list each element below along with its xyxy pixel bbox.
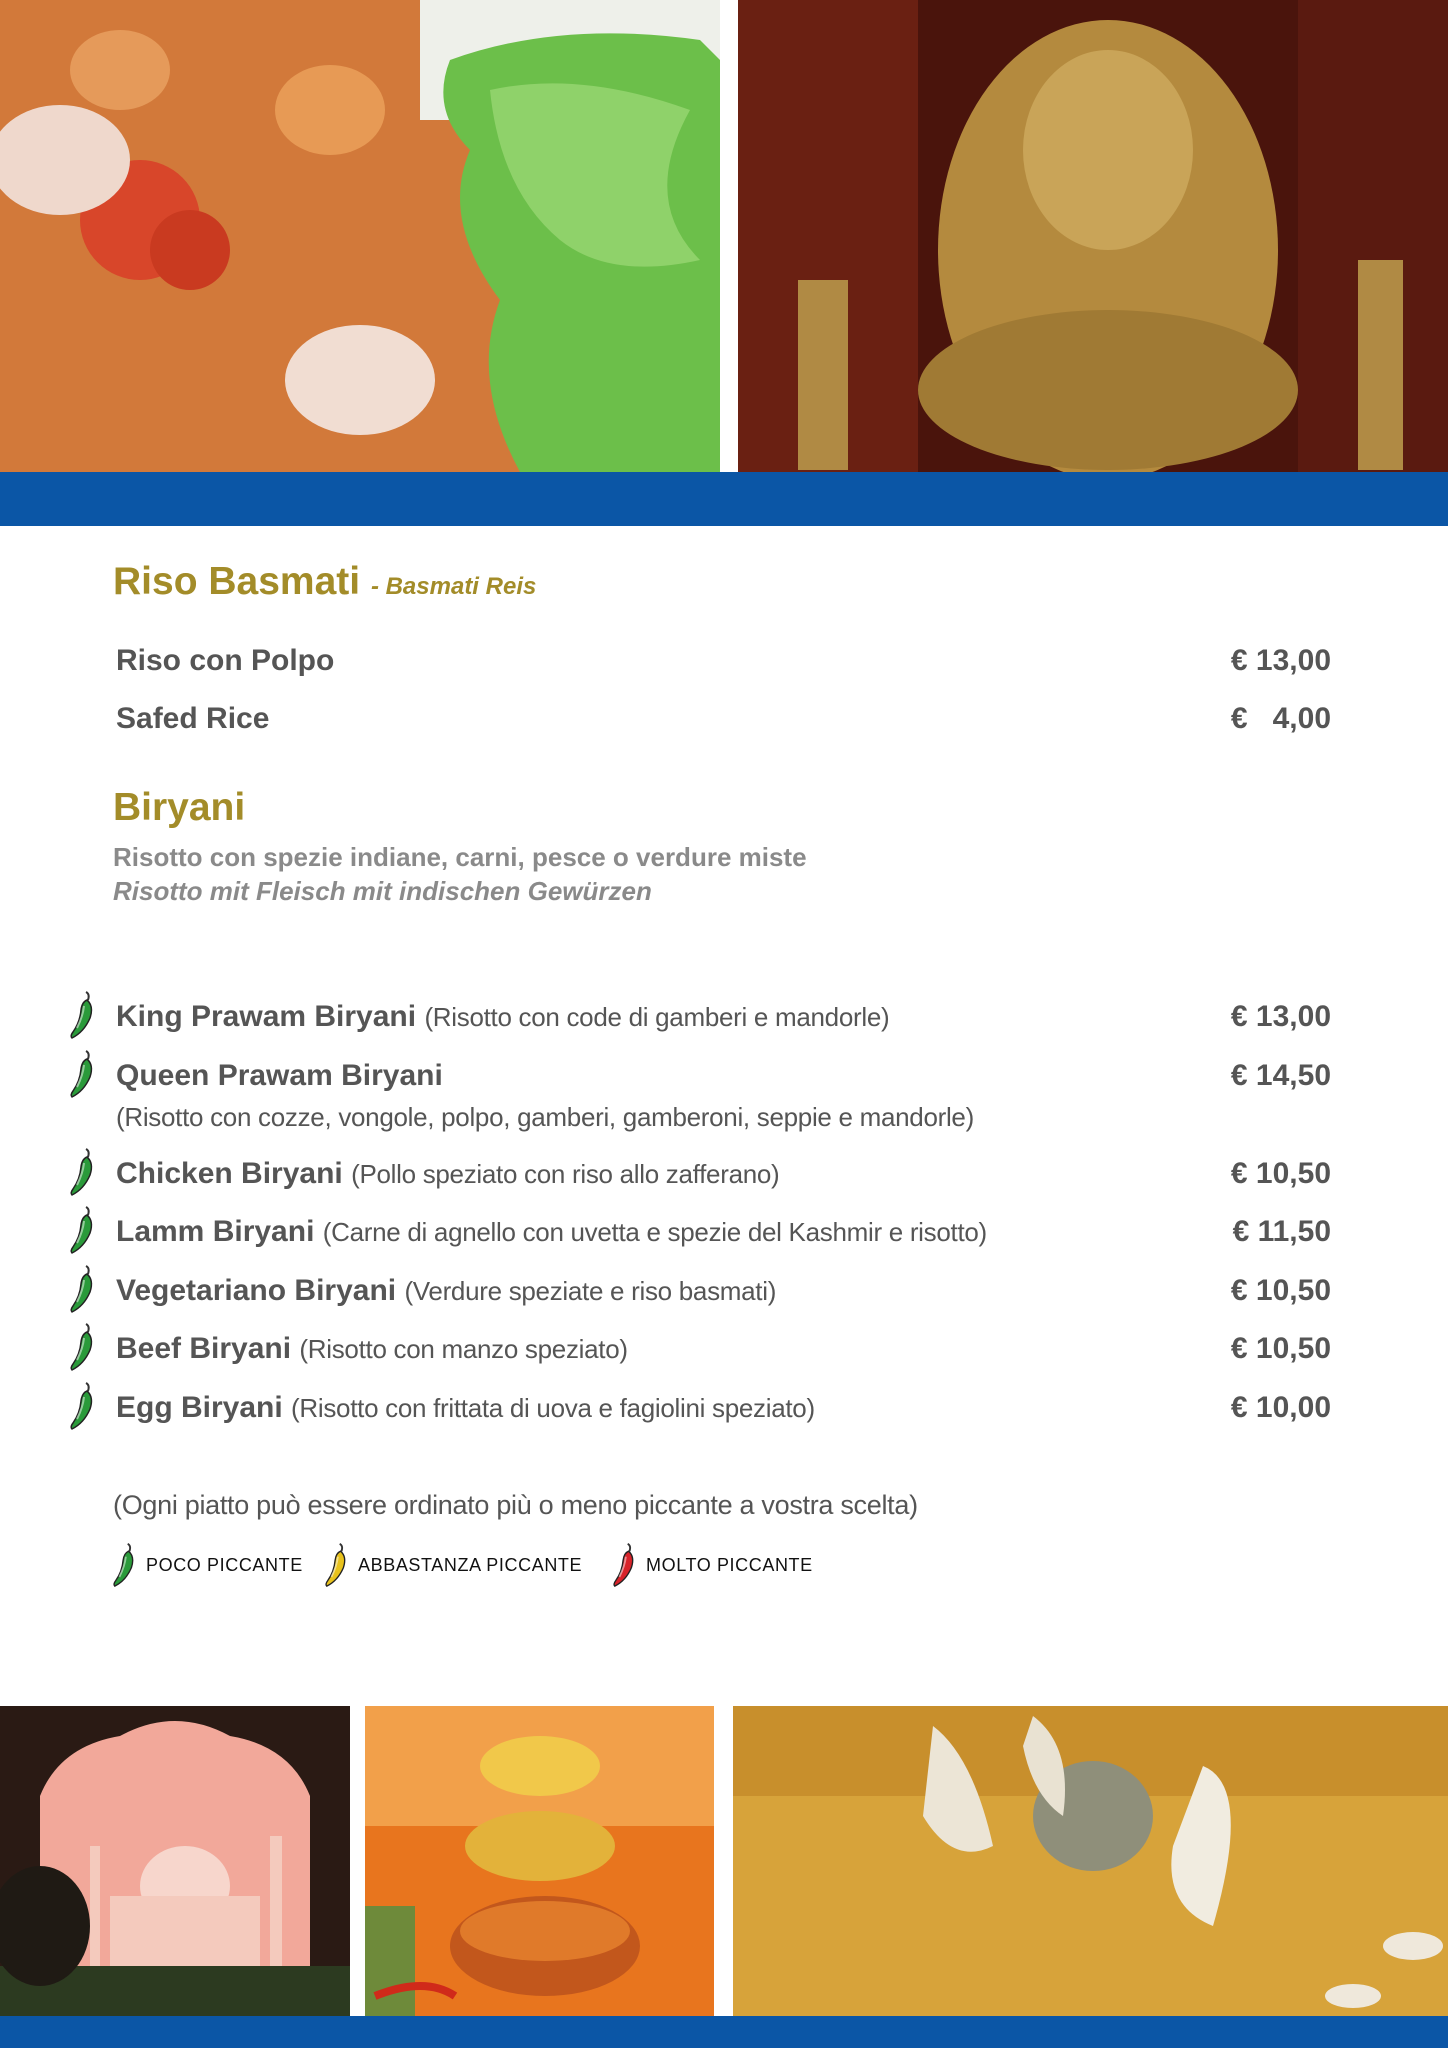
item-description: (Risotto con code di gamberi e mandorle) bbox=[424, 1002, 890, 1032]
green-chili-icon bbox=[68, 1322, 96, 1372]
legend-item-hot bbox=[610, 1543, 813, 1587]
legend-item-medium bbox=[322, 1543, 582, 1587]
item-price: € 10,00 bbox=[1230, 1391, 1331, 1424]
item-price: € 11,50 bbox=[1232, 1215, 1331, 1248]
bottom-blue-band bbox=[0, 2016, 1448, 2048]
item-price: € 10,50 bbox=[1230, 1332, 1331, 1365]
menu-item bbox=[116, 1059, 1331, 1103]
menu-item bbox=[116, 644, 1331, 688]
menu-item bbox=[116, 1274, 1331, 1318]
item-name: Beef Biryani bbox=[116, 1332, 292, 1365]
item-name: Chicken Biryani bbox=[116, 1157, 343, 1190]
green-chili-icon bbox=[68, 1205, 96, 1255]
biryani-intro-german: Risotto mit Fleisch mit indischen Gewürzen bbox=[113, 876, 652, 906]
section-title-basmati bbox=[113, 560, 536, 604]
item-name: Egg Biryani bbox=[116, 1391, 283, 1424]
top-blue-band bbox=[0, 472, 1448, 526]
red-chili-icon bbox=[610, 1542, 638, 1588]
taj-mahal-photo bbox=[0, 1706, 350, 2016]
green-chili-icon bbox=[68, 1147, 96, 1197]
ganesha-statue-photo bbox=[738, 0, 1448, 472]
basmati-subtitle: - Basmati Reis bbox=[370, 573, 537, 600]
legend-label: POCO PICCANTE bbox=[146, 1554, 303, 1575]
menu-item bbox=[116, 1000, 1331, 1044]
item-description: (Risotto con frittata di uova e fagiolini speziato) bbox=[291, 1393, 815, 1423]
item-description: (Risotto con cozze, vongole, polpo, gamberi, gamberoni, seppie e mandorle) bbox=[116, 1102, 974, 1132]
biryani-intro-italian: Risotto con spezie indiane, carni, pesce o verdure miste bbox=[113, 842, 807, 872]
item-name: Riso con Polpo bbox=[116, 644, 335, 677]
item-price: € 10,50 bbox=[1230, 1274, 1331, 1307]
green-chili-icon bbox=[68, 1049, 96, 1099]
item-description: (Pollo speziato con riso allo zafferano) bbox=[351, 1159, 780, 1189]
menu-item bbox=[116, 702, 1331, 746]
legend-label: ABBASTANZA PICCANTE bbox=[358, 1554, 583, 1575]
item-price: € 10,50 bbox=[1230, 1157, 1331, 1190]
menu-item bbox=[116, 1332, 1331, 1376]
menu-item bbox=[116, 1157, 1331, 1201]
legend-item-mild bbox=[110, 1543, 303, 1587]
yellow-chili-icon bbox=[322, 1542, 350, 1588]
spiciness-note: (Ogni piatto può essere ordinato più o meno piccante a vostra scelta) bbox=[113, 1490, 918, 1520]
item-name: Queen Prawam Biryani bbox=[116, 1059, 443, 1092]
green-chili-icon bbox=[68, 1381, 96, 1431]
item-name: Vegetariano Biryani bbox=[116, 1274, 397, 1307]
spices-photo bbox=[365, 1706, 714, 2016]
item-description: (Carne di agnello con uvetta e spezie del Kashmir e risotto) bbox=[322, 1217, 987, 1247]
item-price: € 14,50 bbox=[1230, 1059, 1331, 1092]
item-description: (Risotto con manzo speziato) bbox=[299, 1334, 628, 1364]
green-chili-icon bbox=[110, 1542, 138, 1588]
menu-item bbox=[116, 1215, 1331, 1259]
green-chili-icon bbox=[68, 990, 96, 1040]
item-name: Safed Rice bbox=[116, 702, 270, 735]
shrimp-rice-photo bbox=[0, 0, 720, 472]
item-price: € 13,00 bbox=[1230, 644, 1331, 677]
item-price: € 13,00 bbox=[1230, 1000, 1331, 1033]
basmati-title: Riso Basmati bbox=[113, 560, 361, 603]
item-name: Lamm Biryani bbox=[116, 1215, 315, 1248]
item-description: (Verdure speziate e riso basmati) bbox=[404, 1276, 777, 1306]
biryani-dish-photo bbox=[733, 1706, 1448, 2016]
legend-label: MOLTO PICCANTE bbox=[646, 1554, 813, 1575]
menu-item bbox=[116, 1391, 1331, 1435]
item-price: € 4,00 bbox=[1230, 702, 1331, 735]
section-title-biryani: Biryani bbox=[113, 786, 246, 829]
item-name: King Prawam Biryani bbox=[116, 1000, 417, 1033]
green-chili-icon bbox=[68, 1264, 96, 1314]
